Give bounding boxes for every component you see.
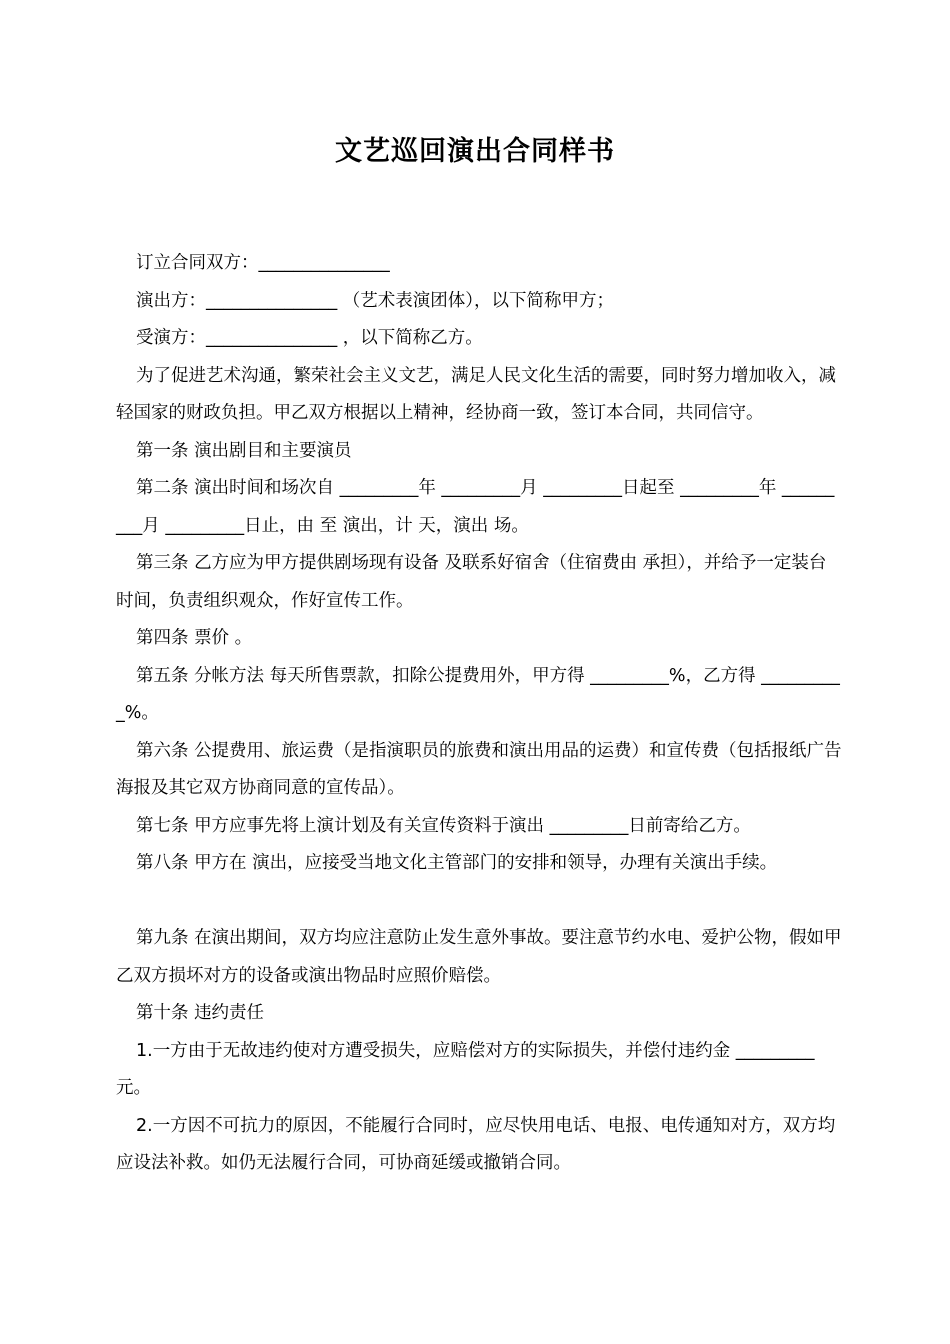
preamble-paragraph: 为了促进艺术沟通，繁荣社会主义文艺，满足人民文化生活的需要，同时努力增加收入，减轻国家的财政负担。甲乙双方根据以上精神，经协商一致，签订本合同，共同信守。 [116, 365, 836, 423]
contract-body [116, 245, 842, 1183]
article-10-clause-1: 1.一方由于无故违约使对方遭受损失，应赔偿对方的实际损失，并偿付违约金 _________元。 [116, 1040, 815, 1098]
article-1: 第一条 演出剧目和主要演员 [136, 440, 352, 461]
article-6: 第六条 公提费用、旅运费（是指演职员的旅费和演出用品的运费）和宣传费（包括报纸广告海报及其它双方协商同意的宣传品）。 [116, 740, 842, 798]
contract-parties-line: 订立合同双方：_______________ [136, 253, 390, 273]
article-7: 第七条 甲方应事先将上演计划及有关宣传资料于演出 _________日前寄给乙方。 [136, 815, 751, 836]
article-5: 第五条 分帐方法 每天所售票款，扣除公提费用外，甲方得 _________%，乙方得 __________%。 [116, 665, 840, 723]
article-4: 第四条 票价 。 [136, 628, 253, 648]
article-10-clause-2: 2.一方因不可抗力的原因，不能履行合同时，应尽快用电话、电报、电传通知对方，双方均应设法补救。如仍无法履行合同，可协商延缓或撤销合同。 [116, 1115, 836, 1173]
article-10: 第十条 违约责任 [136, 1003, 265, 1023]
document-title: 文艺巡回演出合同样书 [335, 136, 615, 167]
article-8: 第八条 甲方在 演出，应接受当地文化主管部门的安排和领导，办理有关演出手续。 [136, 853, 778, 873]
article-9: 第九条 在演出期间，双方均应注意防止发生意外事故。要注意节约水电、爱护公物，假如甲乙双方损坏对方的设备或演出物品时应照价赔偿。 [116, 928, 842, 986]
article-2: 第二条 演出时间和场次自 _________年 _________月 _________日起至 _________年 _________月 _________日止，由 至 演出，计 天，演出 场。 [116, 478, 835, 536]
article-3: 第三条 乙方应为甲方提供剧场现有设备 及联系好宿舍（住宿费由 承担），并给予一定装台时间，负责组织观众，作好宣传工作。 [116, 553, 827, 611]
performer-line: 演出方：_______________ （艺术表演团体），以下简称甲方； [136, 290, 615, 311]
host-line: 受演方：_______________ ，以下简称乙方。 [136, 328, 483, 348]
